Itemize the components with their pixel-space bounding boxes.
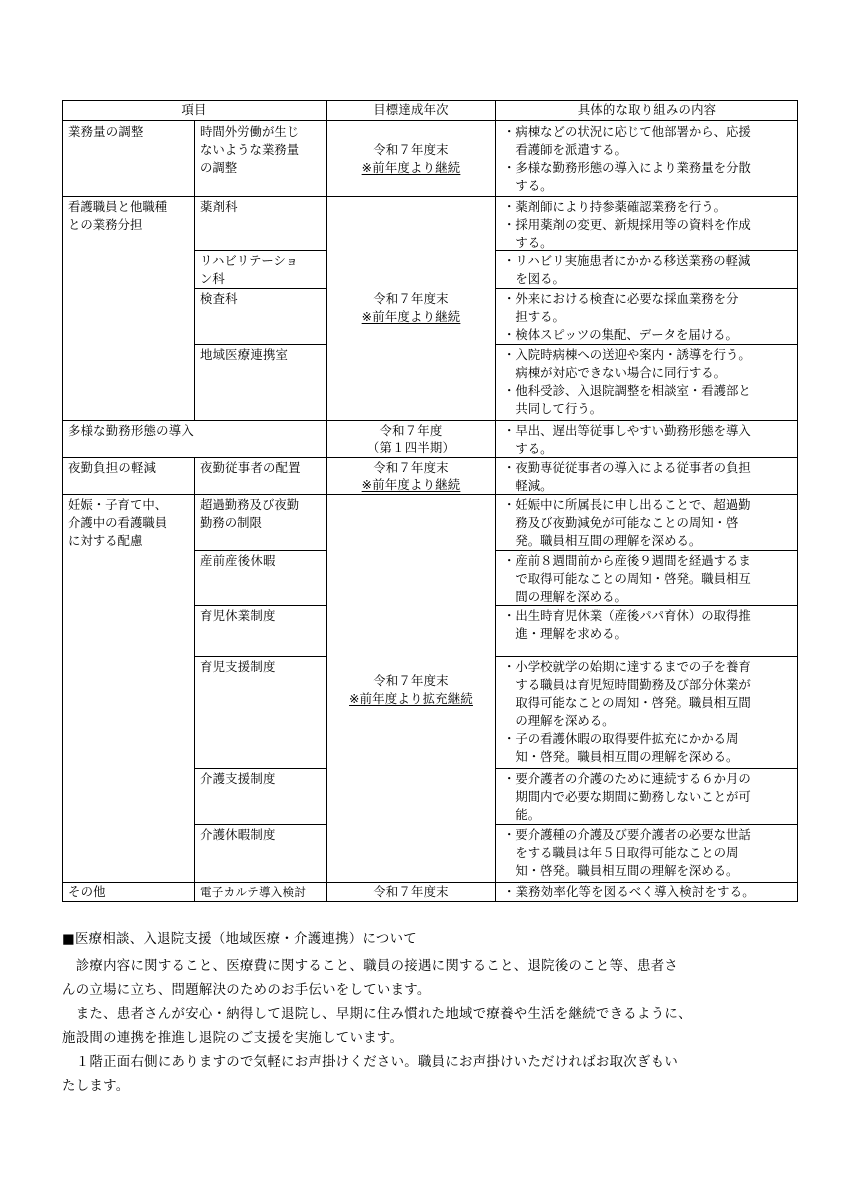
- care-childsupport-label: 育児支援制度: [200, 659, 276, 674]
- workload-category: 業務量の調整: [68, 124, 144, 139]
- diverse-content: ・早出、遅出等従事しやすい勤務形態を導入 する。: [503, 423, 751, 456]
- night-year-note: ※前年度より継続: [361, 477, 461, 492]
- division-pharmacy-label: 薬剤科: [200, 199, 238, 214]
- care-caresupport-label: 介護支援制度: [200, 771, 276, 786]
- division-lab-content: ・外来における検査に必要な採血業務を分 担する。 ・検体スピッツの集配、データを届ける。: [503, 291, 739, 342]
- section-heading: ■医療相談、入退院支援（地域医療・介護連携）について: [62, 932, 417, 947]
- division-rehab-content: ・リハビリ実施患者にかかる移送業務の軽減 を図る。: [503, 253, 751, 286]
- other-sub: 電子カルテ導入検討: [200, 885, 307, 899]
- care-careleave-label: 介護休暇制度: [200, 827, 276, 842]
- diverse-year: 令和７年度: [379, 423, 443, 438]
- care-category: 妊娠・子育て中、 介護中の看護職員 に対する配慮: [68, 497, 168, 548]
- night-category: 夜勤負担の軽減: [68, 460, 157, 475]
- care-caresupport-content: ・要介護者の介護のために連続する６か月の 期間内で必要な期間に勤務しないことが可 能。: [503, 771, 751, 822]
- division-rehab-label: リハビリテーショ ン科: [200, 253, 299, 286]
- division-lab-label: 検査科: [200, 291, 238, 306]
- care-overtime-content: ・妊娠中に所属長に申し出ることで、超過勤 務及び夜勤減免が可能なことの周知・啓 発。職員相互間の理解を深める。: [503, 497, 751, 548]
- workload-content: ・病棟などの状況に応じて他部署から、応援 看護師を派遣する。 ・多様な勤務形態の導入により業務量を分散 する。: [503, 124, 751, 193]
- workload-year: 令和７年度末: [373, 142, 449, 157]
- night-year: 令和７年度末: [373, 460, 449, 475]
- night-sub: 夜勤従事者の配置: [200, 460, 301, 475]
- care-childleave-content: ・出生時育児休業（産後パパ育休）の取得推 進・理解を求める。: [503, 608, 751, 641]
- division-pharmacy-content: ・薬剤師により持参薬確認業務を行う。 ・採用薬剤の変更、新規採用等の資料を作成 する。: [503, 199, 751, 250]
- division-category: 看護職員と他職種 との業務分担: [68, 199, 168, 232]
- night-content: ・夜勤専従従事者の導入による従事者の負担 軽減。: [503, 460, 751, 493]
- header-content: 具体的な取り組みの内容: [577, 102, 717, 117]
- division-year-note: ※前年度より継続: [361, 309, 461, 324]
- other-year: 令和７年度末: [373, 884, 449, 899]
- care-maternity-label: 産前産後休暇: [200, 553, 276, 568]
- header-year: 目標達成年次: [373, 102, 449, 117]
- header-item: 項目: [181, 102, 207, 117]
- diverse-category: 多様な勤務形態の導入: [68, 423, 194, 438]
- diverse-year-note: （第１四半期）: [366, 440, 456, 455]
- care-childsupport-content: ・小学校就学の始期に達するまでの子を養育 する職員は育児短時間勤務及び部分休業が 取得可能なことの周知・啓発。職員相互間 の理解を深める。 ・子の看護休暇の取得要件拡充にかかる周 知・啓発。職員相互間の理解を深める。: [503, 659, 751, 764]
- care-careleave-content: ・要介護種の介護及び要介護者の必要な世話 をする職員は年５日取得可能なことの周 知・啓発。職員相互間の理解を深める。: [503, 827, 751, 878]
- other-category: その他: [68, 884, 106, 899]
- care-overtime-label: 超過勤務及び夜勤 勤務の制限: [200, 497, 300, 530]
- division-year: 令和７年度末: [373, 291, 449, 306]
- other-content: ・業務効率化等を図るべく導入検討をする。: [503, 884, 755, 899]
- section-body: 診療内容に関すること、医療費に関すること、職員の接遇に関すること、退院後のこと等、患者さ んの立場に立ち、問題解決のためのお手伝いをしています。 また、患者さんが安心・納得して退院し、早期に住み慣れた地域で療養や生活を継続できるように、 施設間の連携を推進し退院のご支援を実施しています。 １階正面右側にありますので気軽にお声掛けください。職員にお声掛けいただければお取次ぎもい たします。: [62, 959, 692, 1094]
- care-maternity-content: ・産前８週間前から産後９週間を経過するま で取得可能なことの周知・啓発。職員相互 間の理解を深める。: [503, 553, 751, 604]
- care-childleave-label: 育児休業制度: [200, 608, 276, 623]
- care-year-note: ※前年度より拡充継続: [349, 691, 473, 706]
- care-year: 令和７年度末: [373, 673, 449, 688]
- workload-sub: 時間外労働が生じ ないような業務量 の調整: [200, 124, 300, 175]
- division-regional-label: 地域医療連携室: [200, 347, 289, 362]
- division-regional-content: ・入院時病棟への送迎や案内・誘導を行う。 病棟が対応できない場合に同行する。 ・他科受診、入退院調整を相談室・看護部と 共同して行う。: [503, 347, 751, 416]
- workload-year-note: ※前年度より継続: [361, 160, 461, 175]
